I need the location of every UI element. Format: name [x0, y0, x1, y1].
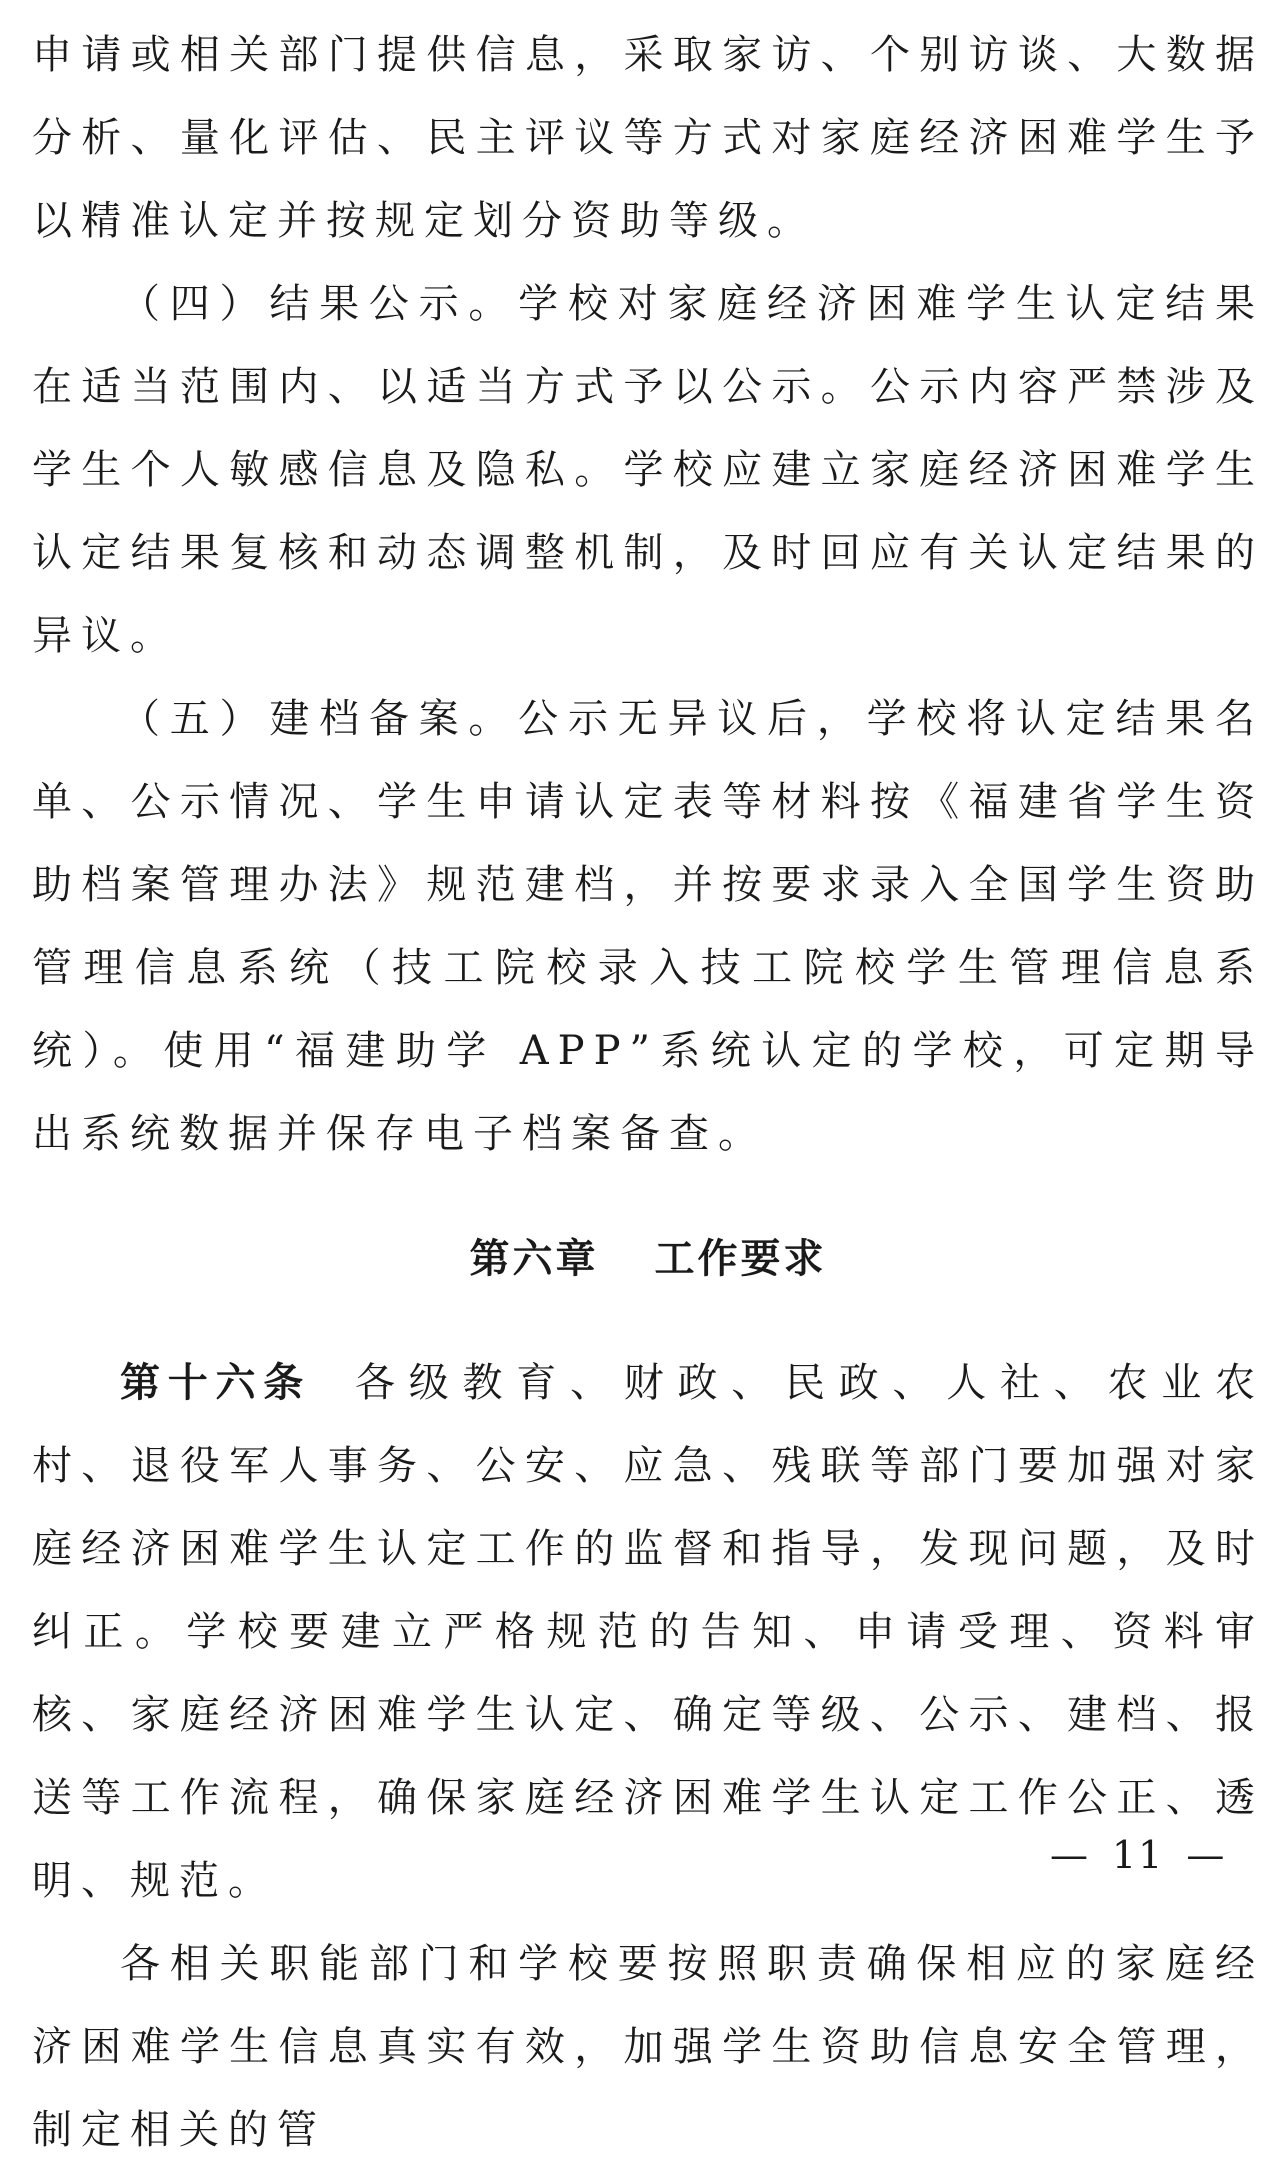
page-number-value: 11	[1112, 1833, 1165, 1877]
paragraph-result-publicity: （四）结果公示。学校对家庭经济困难学生认定结果在适当范围内、以适当方式予以公示。公示内容严禁涉及学生个人敏感信息及隐私。学校应建立家庭经济困难学生认定结果复核和动态调整机制，及时回应有关认定结果的异议。	[32, 281, 1264, 659]
paragraph-continuation: 申请或相关部门提供信息，采取家访、个别访谈、大数据分析、量化评估、民主评议等方式对家庭经济困难学生予以精准认定并按规定划分资助等级。	[32, 32, 1264, 244]
page-number-dash-right: —	[1186, 1833, 1227, 1877]
page-number	[1050, 1830, 1226, 1880]
chapter-title: 工作要求	[654, 1236, 827, 1282]
page-number-dash-left: —	[1050, 1833, 1090, 1877]
chapter-number: 第六章	[469, 1236, 599, 1282]
chapter-heading	[32, 1176, 1264, 1342]
paragraph-archive-filing: （五）建档备案。公示无异议后，学校将认定结果名单、公示情况、学生申请认定表等材料按《福建省学生资助档案管理办法》规范建档，并按要求录入全国学生资助管理信息系统（技工院校录入技工院校学生管理信息系统）。使用“福建助学 APP”系统认定的学校，可定期导出系统数据并保存电子档案备查。	[32, 696, 1264, 1157]
article-16-title: 第十六条	[120, 1360, 311, 1406]
article-16-body: 各级教育、财政、民政、人社、农业农村、退役军人事务、公安、应急、残联等部门要加强对家庭经济困难学生认定工作的监督和指导，发现问题，及时纠正。学校要建立严格规范的告知、申请受理、资料审核、家庭经济困难学生认定、确定等级、公示、建档、报送等工作流程，确保家庭经济困难学生认定工作公正、透明、规范。	[32, 1360, 1264, 1904]
paragraph-responsibilities: 各相关职能部门和学校要按照职责确保相应的家庭经济困难学生信息真实有效，加强学生资助信息安全管理，制定相关的管	[32, 1941, 1264, 2153]
